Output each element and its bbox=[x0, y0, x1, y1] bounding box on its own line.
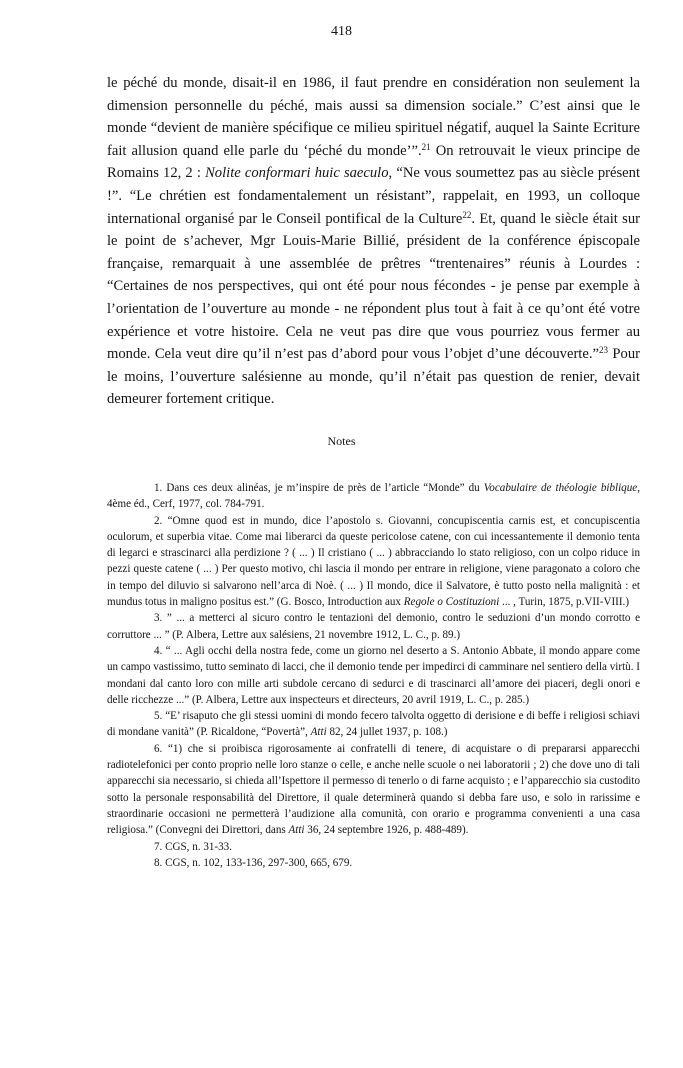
note-item bbox=[107, 513, 640, 611]
note-item bbox=[107, 839, 640, 855]
text-run: , “Ne vous soumettez pas au siècle présent !”. “Le chrétien est fondamentalement un résistant”, rappelait, en 1993, un colloque international organisé par le Conseil pontifical de la Culture bbox=[107, 165, 641, 227]
note-item bbox=[107, 708, 640, 741]
text-run: 36, 24 septembre 1926, p. 488-489). bbox=[304, 824, 469, 837]
footnote-ref: 21 bbox=[421, 141, 431, 152]
text-run: 5. “E’ risaputo che gli stessi uomini di mondo fecero talvolta oggetto di derisione e di beffe i religiosi schiavi di mondane vanità” (P. Ricaldone, “Povertà”, bbox=[107, 710, 640, 739]
notes-list bbox=[107, 480, 640, 871]
text-run: 2. “Omne quod est in mundo, dice l’apostolo s. Giovanni, concupiscentia carnis est, et concupiscentia oculorum, et superbia vitae. Come mai liberarci da queste pericolose catene, con cui incessantemente il demonio tenta di legarci e strascinarci alla perdizione ? ( ... ) Il cristiano ( ... ) abbracciando lo stato religioso, con un colpo riduce in pezzi queste catene ( ... ) Per questo motivo, chi lascia il mondo per entrare in religione, viene paragonato a coloro che in tempo del diluvio si salvarono nell’arca di Noè. ( ... ) Il mondo, dice il Salvatore, è tutto posto nella malignità : et mundus totus in maligno positus est.” (G. Bosco, Introduction aux bbox=[107, 514, 640, 609]
note-item bbox=[107, 610, 640, 643]
body-paragraph bbox=[107, 72, 640, 411]
text-run: 3. ” ... a metterci al sicuro contro le tentazioni del demonio, contro le seduzioni d’un mondo corrotto e corruttore ... ” (P. Albera, Lettre aux salésiens, 21 novembre 1912, L. C., p. 89.) bbox=[107, 612, 640, 641]
note-item bbox=[107, 855, 640, 871]
text-run: ... , Turin, 1875, p.VII-VIII.) bbox=[499, 596, 630, 609]
text-run: 6. “1) che si proibisca rigorosamente ai confratelli di tenere, di acquistare o di prepararsi apparecchi radiotelefonici per conto proprio nelle loro stanze o celle, e anche nelle scuole o nei laboratorii ; 2) che dove uno di tali apparecchi sia necessario, si chieda all’Ispettore il permesso di tenerlo o di farne acquisto ; e l’apparecchio sia custodito sotto la personale responsabilità del Direttore, il quale determinerà quando si debba fare uso, e solo in rarissime e straordinarie occasioni ne permetterà l’audizione alla comunità, con orario e programma convenienti a una casa religiosa.” (Convegni dei Direttori, dans bbox=[107, 742, 640, 837]
italic-text: Atti bbox=[288, 824, 305, 837]
footnote-ref: 23 bbox=[598, 345, 608, 356]
note-item bbox=[107, 480, 640, 513]
page-number: 418 bbox=[331, 24, 352, 39]
text-run: 7. CGS, n. 31-33. bbox=[154, 840, 232, 853]
footnote-ref: 22 bbox=[462, 209, 472, 220]
italic-text: Vocabulaire de théologie biblique bbox=[483, 482, 638, 494]
text-run: 82, 24 jullet 1937, p. 108.) bbox=[326, 726, 448, 739]
text-run: 4. “ ... Agli occhi della nostra fede, come un giorno nel deserto a S. Antonio Abbate, il mondo appare come un campo vastissimo, tutto seminato di lacci, che il demonio tende per impedirci di camminare nel sentiero della virtù. I mondani dal canto loro con mille arti subdole cercano di sedurci e di trascinarci all’amore dei piaceri, degli onori e delle ricchezze ...” (P. Albera, Lettre aux inspecteurs et directeurs, 20 avril 1919, L. C., p. 285.) bbox=[107, 644, 640, 706]
text-run: 8. CGS, n. 102, 133-136, 297-300, 665, 679. bbox=[154, 856, 353, 869]
text-run: On retrouvait le vieux principe de Romains 12, 2 : bbox=[107, 142, 640, 182]
note-item bbox=[107, 741, 640, 839]
note-item bbox=[107, 643, 640, 708]
italic-text: Regole o Costituzioni bbox=[403, 596, 500, 609]
text-run: Pour le moins, l’ouverture salésienne au monde, qu’il n’était pas question de renier, devait demeurer fortement critique. bbox=[107, 346, 640, 408]
notes-heading: Notes bbox=[327, 434, 356, 448]
text-run: , 4ème éd., Cerf, 1977, col. 784-791. bbox=[107, 482, 640, 511]
text-run: 1. Dans ces deux alinéas, je m’inspire de près de l’article “Monde” du bbox=[154, 482, 484, 494]
text-run: . Et, quand le siècle était sur le point de s’achever, Mgr Louis-Marie Billié, président de la conférence épiscopale française, remarquait à une assemblée de prêtres “trentenaires” réunis à Lourdes : “Certaines de nos perspectives, qui ont été pour nous fécondes - je pense par exemple à l’orientation de l’ouverture au monde - ne répondent plus tout à fait à ce qu’ont été votre expérience et votre histoire. Cela ne veut pas dire que vous pourriez vous fermer au monde. Cela veut dire qu’il n’est pas d’abord pour vous l’objet d’une découverte.” bbox=[107, 210, 640, 363]
italic-text: Atti bbox=[310, 726, 327, 739]
italic-text: Nolite conformari huic saeculo bbox=[205, 165, 389, 182]
text-run: le péché du monde, disait-il en 1986, il faut prendre en considération non seulement la dimension personnelle du péché, mais aussi sa dimension sociale.” C’est ainsi que le monde “devient de manière spécifique ce milieu spirituel négatif, auquel la Sainte Ecriture fait allusion quand elle parle du ‘péché du monde’”. bbox=[107, 75, 640, 159]
